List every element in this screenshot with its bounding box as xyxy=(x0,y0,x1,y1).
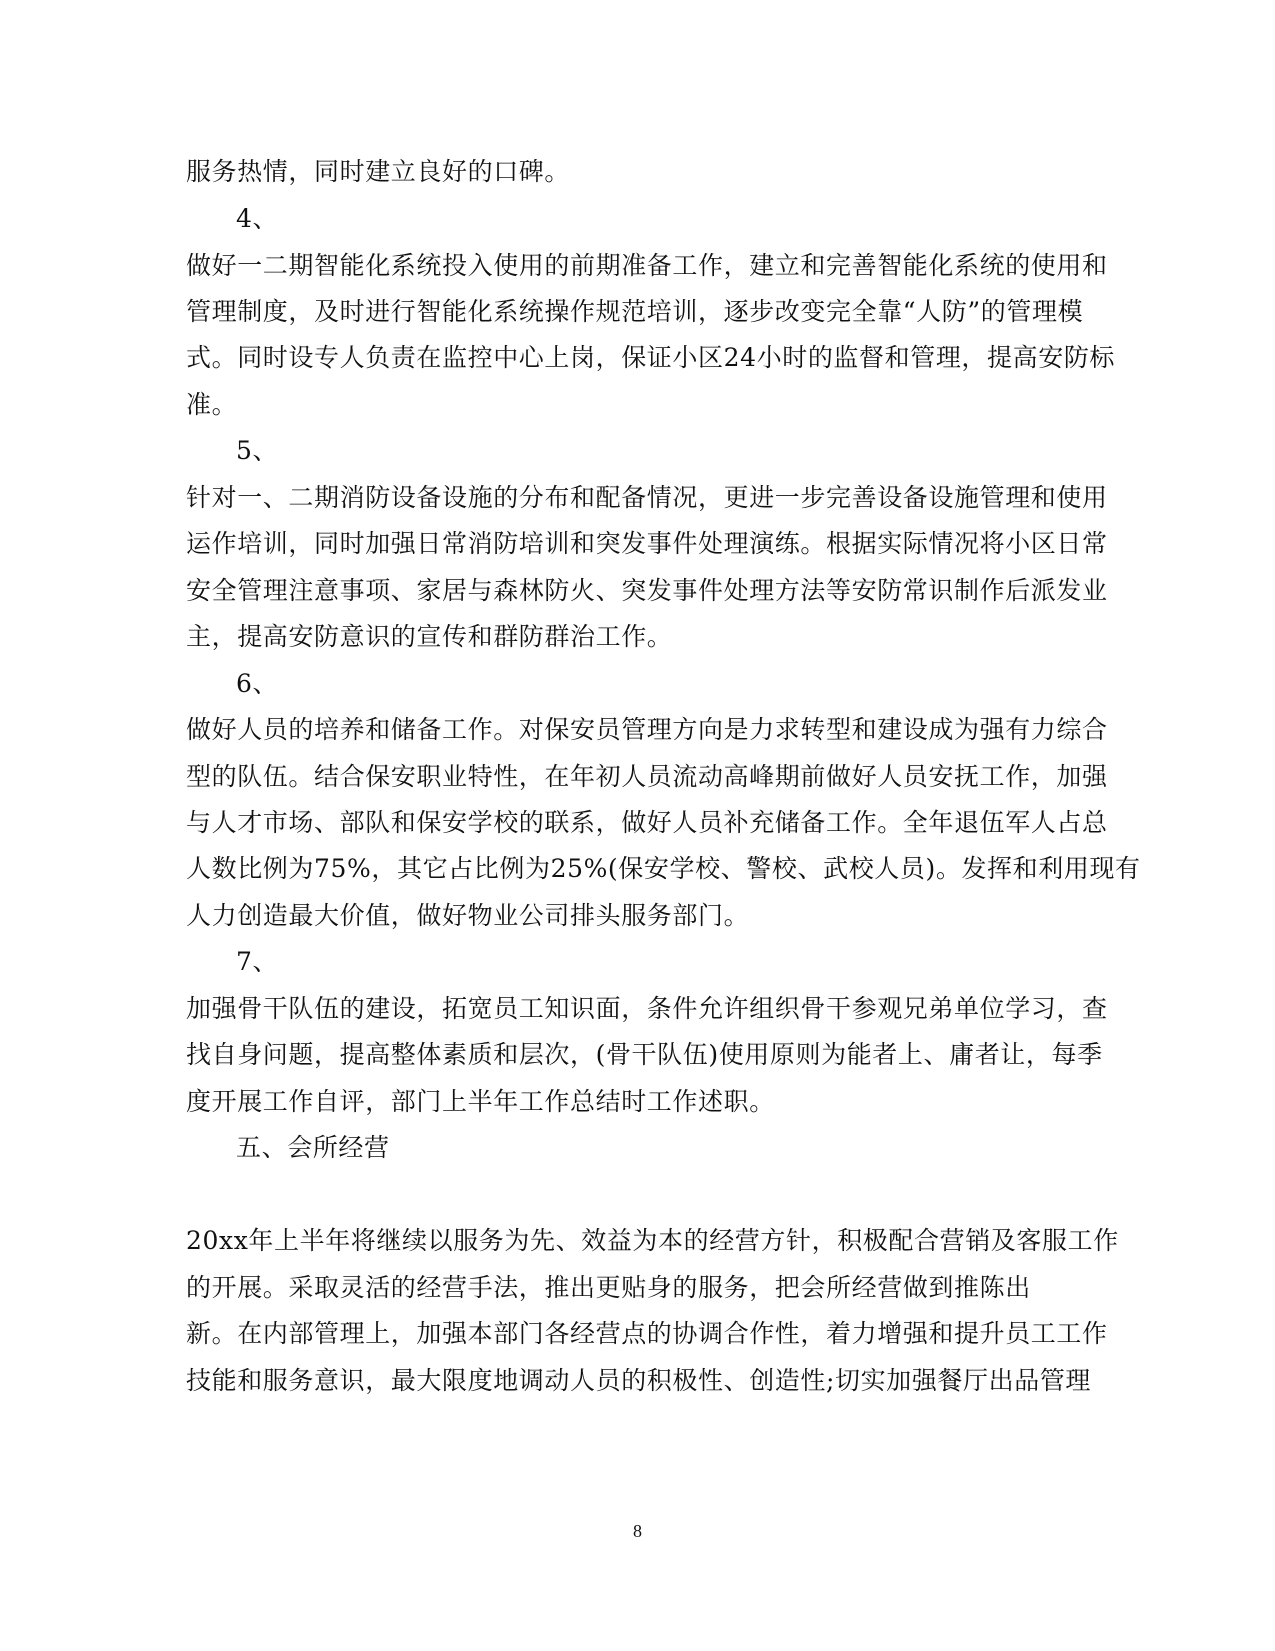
text-line: 管理制度，及时进行智能化系统操作规范培训，逐步改变完全靠“人防”的管理模 xyxy=(186,297,1084,326)
text-line: 5、 xyxy=(236,436,279,465)
text-line: 准。 xyxy=(186,390,238,419)
text-line: 式。同时设专人负责在监控中心上岗，保证小区24小时的监督和管理，提高安防标 xyxy=(186,343,1116,372)
text-line: 人力创造最大价值，做好物业公司排头服务部门。 xyxy=(186,901,750,930)
text-line: 安全管理注意事项、家居与森林防火、突发事件处理方法等安防常识制作后派发业 xyxy=(186,576,1108,605)
text-line: 加强骨干队伍的建设，拓宽员工知识面，条件允许组织骨干参观兄弟单位学习，查 xyxy=(186,994,1108,1023)
text-line: 做好一二期智能化系统投入使用的前期准备工作，建立和完善智能化系统的使用和 xyxy=(186,251,1108,280)
text-line: 6、 xyxy=(236,669,279,698)
text-line: 做好人员的培养和储备工作。对保安员管理方向是力求转型和建设成为强有力综合 xyxy=(186,715,1108,744)
text-line: 人数比例为75%，其它占比例为25%(保安学校、警校、武校人员)。发挥和利用现有 xyxy=(186,854,1141,883)
text-line: 服务热情，同时建立良好的口碑。 xyxy=(186,157,571,186)
text-line: 运作培训，同时加强日常消防培训和突发事件处理演练。根据实际情况将小区日常 xyxy=(186,529,1108,558)
text-line: 与人才市场、部队和保安学校的联系，做好人员补充储备工作。全年退伍军人占总 xyxy=(186,808,1108,837)
text-line: 技能和服务意识，最大限度地调动人员的积极性、创造性;切实加强餐厅出品管理 xyxy=(186,1366,1092,1395)
text-line: 五、会所经营 xyxy=(236,1133,390,1162)
text-line: 7、 xyxy=(236,947,279,976)
page-number: 8 xyxy=(633,1521,642,1541)
text-line: 找自身问题，提高整体素质和层次，(骨干队伍)使用原则为能者上、庸者让，每季 xyxy=(186,1040,1103,1069)
text-line: 20xx年上半年将继续以服务为先、效益为本的经营方针，积极配合营销及客服工作 xyxy=(186,1226,1119,1255)
text-line: 型的队伍。结合保安职业特性，在年初人员流动高峰期前做好人员安抚工作，加强 xyxy=(186,762,1108,791)
text-line: 新。在内部管理上，加强本部门各经营点的协调合作性，着力增强和提升员工工作 xyxy=(186,1319,1108,1348)
text-line: 的开展。采取灵活的经营手法，推出更贴身的服务，把会所经营做到推陈出 xyxy=(186,1273,1031,1302)
text-line: 针对一、二期消防设备设施的分布和配备情况，更进一步完善设备设施管理和使用 xyxy=(186,483,1108,512)
text-line: 度开展工作自评，部门上半年工作总结时工作述职。 xyxy=(186,1087,775,1116)
text-line: 主，提高安防意识的宣传和群防群治工作。 xyxy=(186,622,673,651)
text-line: 4、 xyxy=(236,204,279,233)
